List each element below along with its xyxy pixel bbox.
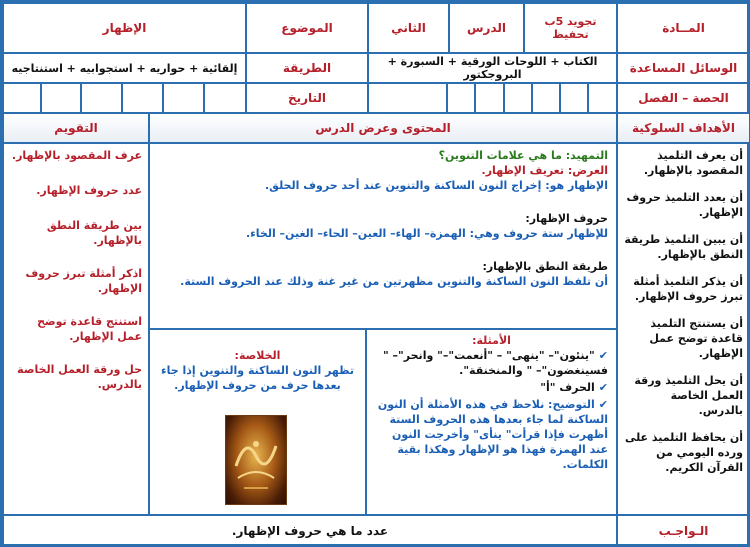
topic-value: الإظهار — [3, 3, 246, 53]
example-item: ✔"ينئون"– "ينهى" – "أنعمت"–" وانحر"– " فسينغضون"– " والمنخنقة". — [383, 349, 608, 377]
evaluation-item: عرف المقصود بالإظهار. — [11, 149, 142, 162]
period-box — [504, 83, 532, 113]
lesson-label: الدرس — [449, 3, 524, 53]
check-icon: ✔ — [598, 398, 608, 411]
period-box — [368, 83, 447, 113]
period-box — [560, 83, 588, 113]
intro-text: التمهيد: ما هي علامات التنوين؟ — [438, 149, 608, 162]
evaluation-list — [3, 143, 149, 515]
pronounce-title: طريقة النطق بالإظهار: — [482, 260, 608, 273]
check-icon: ✔ — [598, 349, 608, 362]
evaluation-item: بين طريقة النطق بالإظهار. — [46, 219, 142, 247]
topic-label: الموضوع — [246, 3, 368, 53]
example-item: ✔الحرف "أ" — [540, 381, 608, 394]
lesson-content — [149, 143, 617, 329]
letters-title: حروف الإظهار: — [525, 212, 608, 225]
examples-title: الأمثلة: — [472, 334, 511, 347]
period-box — [447, 83, 475, 113]
subject-value: تجويد 5ب تحفيظ — [524, 3, 617, 53]
objectives-header: الأهداف السلوكية — [617, 113, 750, 143]
period-label: الحصة – الفصل — [617, 83, 750, 113]
letters-text: للإظهار ستة حروف وهي: الهمزة– الهاء– العين– الحاء– الغين– الخاء. — [245, 227, 608, 240]
content-header: المحتوى وعرض الدرس — [149, 113, 617, 143]
homework-text: عدد ما هي حروف الإظهار. — [3, 515, 617, 547]
subject-label: المــادة — [617, 3, 750, 53]
evaluation-item: اذكر أمثلة تبرز حروف الإظهار. — [25, 267, 142, 295]
objective-item: أن يذكر التلميذ أمثلة تبرز حروف الإظهار. — [633, 275, 743, 303]
homework-label: الـواجـب — [617, 515, 750, 547]
date-box — [204, 83, 246, 113]
calligraphy-icon — [226, 416, 286, 504]
method-label: الطريقة — [246, 53, 368, 83]
evaluation-item: استنتج قاعدة توضح عمل الإظهار. — [37, 315, 142, 343]
summary-title: الخلاصة: — [234, 349, 281, 362]
check-icon: ✔ — [598, 381, 608, 394]
presentation-text: العرض: تعريف الإظهار. — [481, 164, 608, 177]
pronounce-text: أن تلفظ النون الساكنة والتنوين مظهرتين من غير غنة وذلك عند الحروف الستة. — [180, 275, 608, 288]
quran-image — [225, 415, 287, 505]
objective-item: أن يستنتج التلميذ قاعدة توضح عمل الإظهار. — [649, 317, 743, 360]
aids-value: الكتاب + اللوحات الورقية + السبورة + البروجكتور — [368, 53, 617, 83]
date-box — [163, 83, 204, 113]
method-value: إلقائية + حواريه + استجوابيه + استنتاجيه — [3, 53, 246, 83]
objective-item: أن يعرف التلميذ المقصود بالإظهار. — [643, 149, 743, 177]
period-box — [588, 83, 617, 113]
period-box — [475, 83, 504, 113]
date-box — [81, 83, 122, 113]
date-box — [41, 83, 81, 113]
evaluation-item: حل ورقة العمل الخاصة بالدرس. — [17, 363, 142, 391]
objective-item: أن يحافظ التلميذ على ورده اليومي من القرآن الكريم. — [624, 431, 743, 474]
evaluation-item: عدد حروف الإظهار. — [36, 184, 142, 197]
example-item: ✔التوضيح: نلاحظ في هذه الأمثلة أن النون الساكنة لما جاء بعدها هذه الحروف الستة أظهرت فإذا قرأت" ينأى" وأخرجت النون عند الهمزة فهذا هو الإظهار وهكذا بقية الكلمات. — [377, 398, 608, 471]
objective-item: أن يعدد التلميذ حروف الإظهار. — [626, 191, 743, 219]
date-box — [3, 83, 41, 113]
period-box — [532, 83, 560, 113]
lesson-value: الثاني — [368, 3, 449, 53]
date-label: التاريخ — [246, 83, 368, 113]
date-box — [122, 83, 163, 113]
examples-box — [366, 329, 617, 515]
definition-text: الإظهار هو: إخراج النون الساكنة والتنوين عند أحد حروف الحلق. — [265, 179, 608, 192]
objectives-list — [617, 143, 750, 515]
objective-item: أن يبين التلميذ طريقة النطق بالإظهار. — [624, 233, 743, 261]
evaluation-header: التقويم — [3, 113, 149, 143]
summary-text: تظهر النون الساكنة والتنوين إذا جاء بعدها حرف من حروف الإظهار. — [160, 364, 355, 392]
objective-item: أن يحل التلميذ ورقة العمل الخاصة بالدرس. — [634, 374, 743, 417]
aids-label: الوسائل المساعدة — [617, 53, 750, 83]
